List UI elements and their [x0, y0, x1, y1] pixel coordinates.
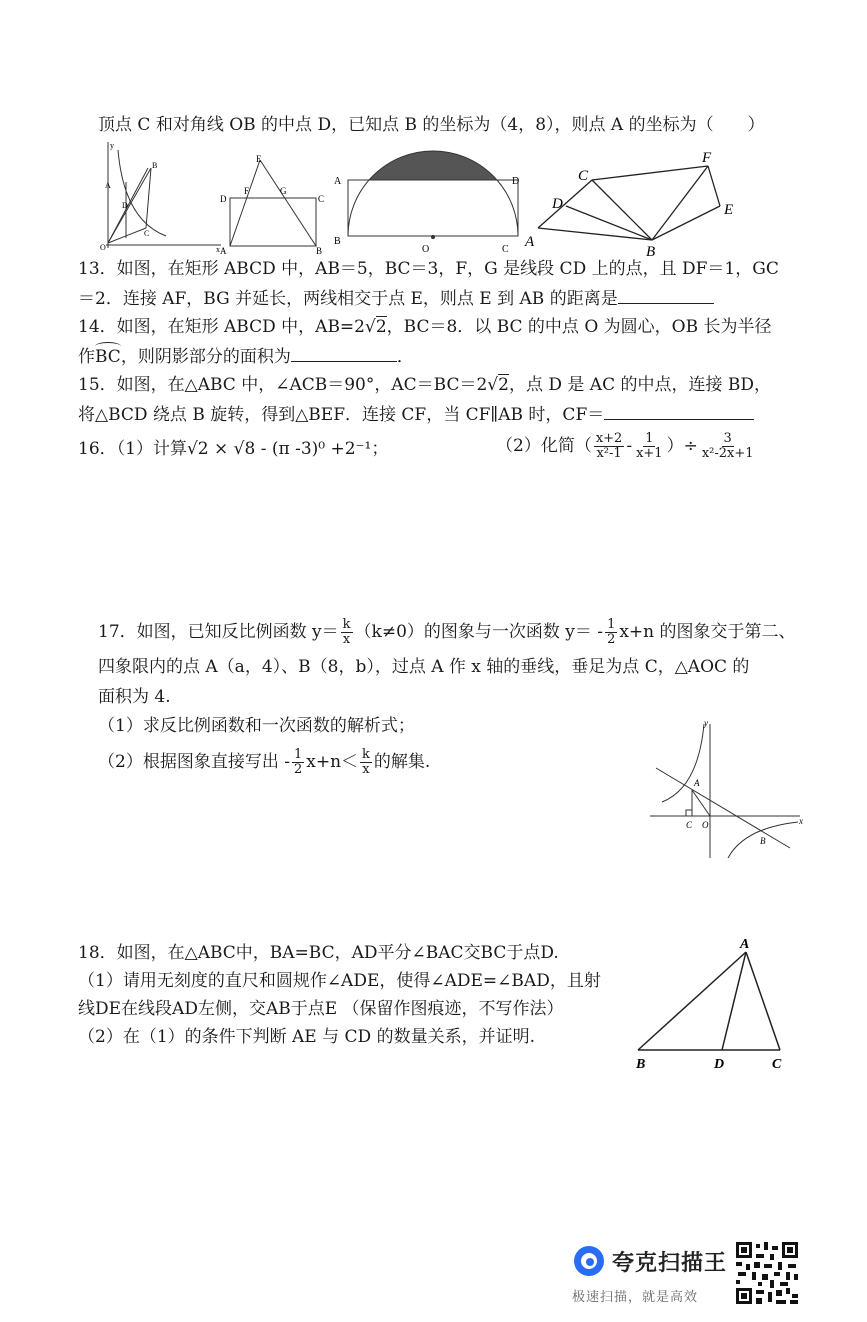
figure-q13: [218, 150, 328, 256]
fig12-D: D: [122, 201, 128, 210]
fig12-A: A: [105, 181, 111, 190]
q16-part2-prefix: （2）化简（: [496, 436, 592, 456]
q13-line1: 13．如图，在矩形 ABCD 中，AB＝5，BC＝3，F，G 是线段 CD 上的点，且 DF＝1，GC: [78, 259, 779, 279]
fig12-B: B: [152, 161, 158, 170]
q16-close: ）÷: [666, 436, 698, 456]
q17-line5: [98, 748, 430, 777]
fig17-B: B: [760, 836, 766, 846]
q17-line2: 四象限内的点 A（a，4）、B（8，b），过点 A 作 x 轴的垂线，垂足为点 C，△AOC 的: [98, 657, 750, 677]
q14-line2a: 作: [78, 347, 95, 367]
q17-l5-half: [292, 748, 304, 777]
q15-line2-text: 将△BCD 绕点 B 旋转，得到△BEF．连接 CF，当 CF∥AB 时，CF＝: [78, 405, 605, 425]
q14-answer-blank[interactable]: [291, 345, 397, 362]
fig12-x: x: [216, 245, 220, 252]
q16-part2: [496, 432, 758, 461]
q17-l1c: x+n 的图象交于第二、: [619, 622, 796, 642]
footer-brand: 夸克扫描王: [612, 1250, 728, 1275]
fig14-B: B: [334, 236, 341, 247]
q16-f1-num: x+2: [595, 431, 623, 446]
q16-frac1: [594, 432, 625, 461]
q17-line4: （1）求反比例函数和一次函数的解析式；: [98, 716, 415, 736]
quark-logo-icon: [574, 1246, 604, 1276]
q16-part1-prefix: 16．（1）计算: [78, 439, 187, 459]
q17-l5-half-n: 1: [293, 747, 303, 762]
fig13-G: G: [280, 186, 287, 196]
q17-l5b: x+n＜: [306, 752, 359, 772]
q18-line4: （2）在（1）的条件下判断 AE 与 CD 的数量关系，并证明.: [78, 1027, 535, 1047]
q17-kx: [341, 618, 353, 647]
q16-frac2: [634, 432, 665, 461]
q17-l5c: 的解集.: [373, 752, 431, 772]
q18-line3: 线DE在线段AD左侧，交AB于点E （保留作图痕迹，不写作法）: [78, 999, 564, 1019]
q14-arc: [95, 346, 121, 368]
fig17-C: C: [686, 820, 693, 830]
fig12-C: C: [144, 229, 150, 238]
figure-q12: [96, 140, 226, 252]
fig14-O: O: [422, 244, 430, 255]
q16-expr: 2 × √8 - (π -3)⁰ +2⁻¹；: [197, 439, 389, 459]
q17-half: [605, 618, 617, 647]
figure-q18: [628, 932, 798, 1074]
fig14-A: A: [334, 176, 342, 187]
q16-frac3: [700, 432, 756, 461]
footer-slogan: 极速扫描，就是高效: [572, 1289, 699, 1304]
figure-q14: [330, 148, 530, 258]
fig13-F: F: [244, 186, 250, 196]
q14-line1a: 14．如图，在矩形 ABCD 中，AB=2: [78, 317, 365, 337]
q14-arc-label: BC: [95, 347, 121, 367]
q14-line2c: ．: [396, 347, 414, 367]
fig15-D: D: [552, 196, 563, 212]
q15-line1a: 15．如图，在△ABC 中，∠ACB＝90°，AC＝BC＝2: [78, 375, 488, 395]
q13-line2-text: ＝2．连接 AF，BG 并延长，两线相交于点 E，则点 E 到 AB 的距离是: [78, 289, 618, 309]
fig17-A: A: [694, 778, 700, 788]
q17-l1b: （k≠0）的图象与一次函数 y＝ -: [354, 622, 604, 642]
q17-l1a: 17．如图，已知反比例函数 y＝: [98, 622, 339, 642]
sqrt-icon: √: [487, 375, 499, 395]
q17-x: x: [342, 632, 351, 647]
figure-q17: [648, 718, 808, 863]
q16-f3-num: 3: [723, 431, 732, 446]
q16-f2-num: 1: [645, 431, 654, 446]
qr-code-icon: [734, 1240, 800, 1306]
fig18-A: A: [740, 937, 750, 952]
figure-q15: [520, 146, 745, 258]
fig12-O: O: [100, 243, 106, 252]
q15-line1c: ，点 D 是 AC 的中点，连接 BD，: [508, 375, 772, 395]
q17-line1: [98, 618, 796, 647]
fig17-O: O: [702, 820, 709, 830]
q18-line1: 18．如图，在△ABC中，BA=BC，AD平分∠BAC交BC于点D.: [78, 943, 559, 963]
q16-part1: [78, 438, 388, 460]
q14-line1c: ，BC＝8．以 BC 的中点 O 为圆心，OB 长为半径: [386, 317, 772, 337]
q18-line2: （1）请用无刻度的直尺和圆规作∠ADE，使得∠ADE=∠BAD，且射: [78, 971, 601, 991]
q16-f2-den: x+1: [636, 446, 663, 461]
q17-l5-x: x: [362, 762, 370, 777]
q13-line2: [78, 287, 714, 310]
fig13-A: A: [220, 246, 227, 256]
fig14-C: C: [502, 244, 509, 255]
q16-f3-den: x²-2x+1: [701, 446, 754, 461]
sqrt-icon: √: [365, 317, 376, 337]
q16-minus: -: [626, 436, 633, 456]
q17-half-n: 1: [607, 617, 616, 632]
fig15-A: A: [525, 234, 535, 250]
fig18-C: C: [772, 1057, 782, 1072]
fig17-x: x: [799, 816, 803, 826]
q17-l5-half-d: 2: [293, 762, 303, 777]
q13-answer-blank[interactable]: [618, 287, 714, 304]
fig18-D: D: [714, 1057, 725, 1072]
q15-radicand: 2: [498, 375, 509, 395]
fig15-F: F: [702, 150, 712, 166]
q17-l5a: （2）根据图象直接写出 -: [98, 752, 290, 772]
q12-text: 顶点 C 和对角线 OB 的中点 D，已知点 B 的坐标为（4，8），则点 A 的坐标为（ ）: [98, 115, 765, 135]
fig13-D: D: [220, 194, 227, 204]
fig15-B: B: [646, 244, 656, 258]
q14-line2: [78, 345, 414, 368]
q16-f1-den: x²-1: [596, 446, 622, 461]
fig15-E: E: [724, 202, 734, 218]
q14-line2b: ，则阴影部分的面积为: [120, 347, 291, 367]
q14-radicand: 2: [375, 317, 387, 337]
q15-line1: [78, 374, 771, 396]
q17-l5-k: k: [362, 747, 370, 762]
fig13-C: C: [318, 194, 325, 204]
q17-k: k: [342, 617, 351, 632]
q15-answer-blank[interactable]: [604, 403, 754, 420]
fig14-D: D: [512, 176, 520, 187]
fig12-y: y: [110, 141, 114, 150]
q17-line3: 面积为 4.: [98, 687, 171, 707]
fig18-B: B: [636, 1057, 646, 1072]
q17-half-d: 2: [607, 632, 616, 647]
sqrt-icon: √: [186, 439, 198, 459]
fig13-E: E: [256, 154, 262, 164]
fig13-B: B: [316, 246, 323, 256]
q17-l5-kx: [360, 748, 372, 777]
fig15-C: C: [578, 168, 589, 184]
arc-icon: [95, 342, 121, 351]
fig17-y: y: [704, 718, 708, 728]
q14-line1: [78, 316, 772, 338]
q15-line2: [78, 403, 754, 426]
